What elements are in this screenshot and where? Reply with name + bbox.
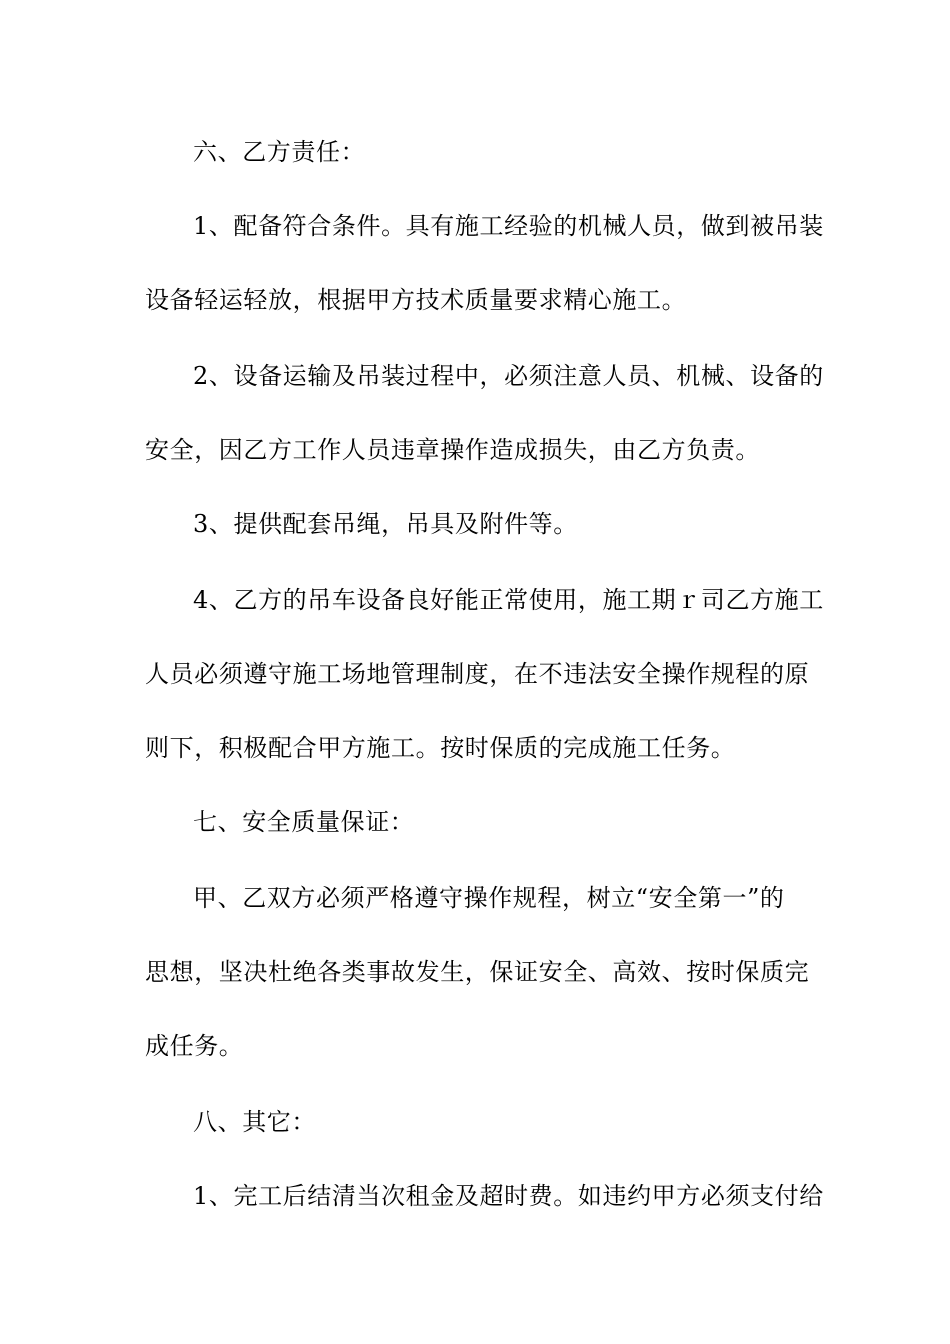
paragraph-line: 1、完工后结清当次租金及超时费。如违约甲方必须支付给 <box>193 1182 824 1210</box>
paragraph-line: 甲、乙双方必须严格遵守操作规程，树立“安全第一”的 <box>193 884 785 912</box>
paragraph-line: 安全，因乙方工作人员违章操作造成损失，由乙方负责。 <box>145 436 760 464</box>
section-heading-other: 八、其它： <box>193 1108 316 1136</box>
paragraph-line: 设备轻运轻放，根据甲方技术质量要求精心施工。 <box>145 286 687 314</box>
paragraph-line: 则下，积极配合甲方施工。按时保质的完成施工任务。 <box>145 734 736 762</box>
paragraph-line: 思想，坚决杜绝各类事故发生，保证安全、高效、按时保质完 <box>145 958 810 986</box>
paragraph-line: 成任务。 <box>145 1032 244 1060</box>
section-heading-safety-quality: 七、安全质量保证： <box>193 808 415 836</box>
paragraph-line: 2、设备运输及吊装过程中，必须注意人员、机械、设备的 <box>193 362 824 390</box>
paragraph-line: 4、乙方的吊车设备良好能正常使用，施工期ｒ司乙方施工 <box>193 586 824 614</box>
paragraph-line: 1、配备符合条件。具有施工经验的机械人员，做到被吊装 <box>193 212 824 240</box>
paragraph-line: 人员必须遵守施工场地管理制度，在不违法安全操作规程的原 <box>145 660 810 688</box>
paragraph-line: 3、提供配套吊绳，吊具及附件等。 <box>193 510 578 538</box>
section-heading-party-b-duties: 六、乙方责任： <box>193 138 366 166</box>
